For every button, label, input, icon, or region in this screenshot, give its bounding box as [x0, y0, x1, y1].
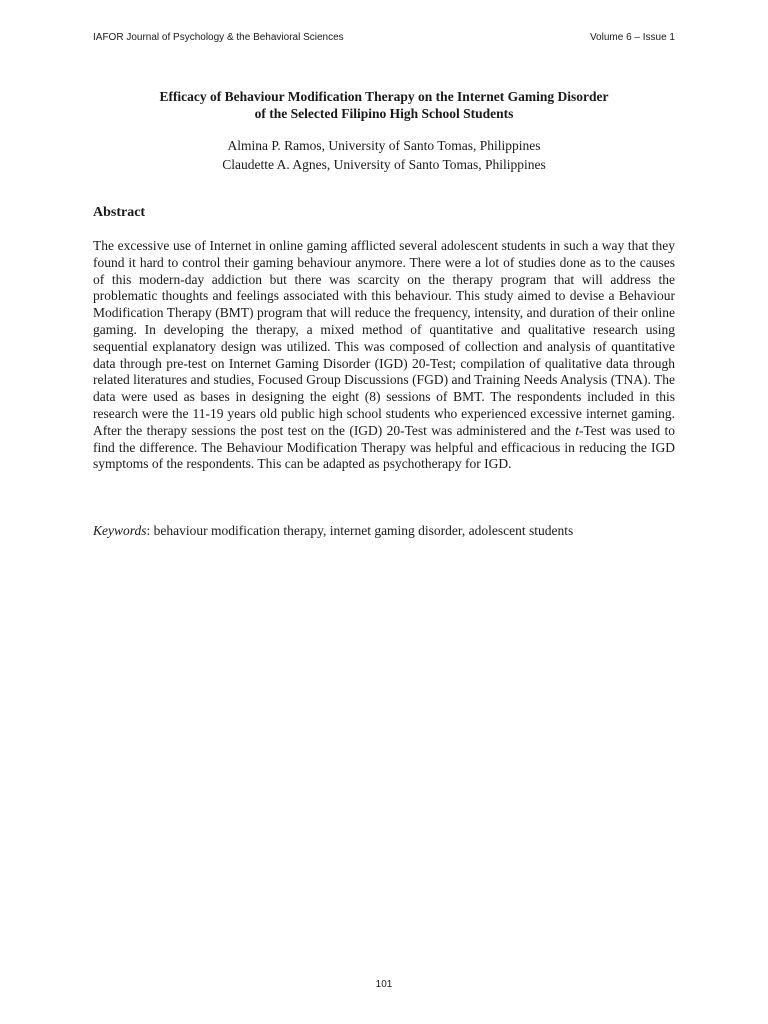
author-list: [93, 136, 675, 174]
author-2: Claudette A. Agnes, University of Santo Tomas, Philippines: [222, 157, 546, 172]
abstract-body: [93, 238, 675, 473]
journal-name: IAFOR Journal of Psychology & the Behavioral Sciences: [93, 32, 344, 43]
abstract-text-part-2: -Test was used to find the difference. The Behaviour Modification Therapy was helpful and efficacious in reducing the IGD symptoms of the respondents. This can be adapted as psychotherapy for IGD.: [93, 422, 675, 472]
keywords-text: behaviour modification therapy, internet gaming disorder, adolescent students: [153, 523, 574, 538]
abstract-text-part-1: The excessive use of Internet in online gaming afflicted several adolescent students in such a way that they found it hard to control their gaming behaviour anymore. There were a lot of studies done as to the causes of this modern-day addiction but there was scarcity on the therapy program that will address the problematic thoughts and feelings associated with this behaviour. This study aimed to devise a Behaviour Modification Therapy (BMT) program that will reduce the frequency, intensity, and duration of their online gaming. In developing the therapy, a mixed method of quantitative and qualitative research using sequential explanatory design was utilized. This was composed of collection and analysis of quantitative data through pre-test on Internet Gaming Disorder (IGD) 20-Test; compilation of qualitative data through related literatures and studies, Focused Group Discussions (FGD) and Training Needs Analysis (TNA). The data were used as bases in designing the eight (8) sessions of BMT. The respondents included in this research were the 11-19 years old public high school students who experienced excessive internet gaming. After the therapy sessions the post test on the (IGD) 20-Test was administered and the: [93, 238, 675, 438]
volume-issue: Volume 6 – Issue 1: [589, 32, 675, 43]
keywords-separator: :: [146, 523, 154, 538]
author-1: Almina P. Ramos, University of Santo Tomas, Philippines: [227, 138, 541, 153]
page-number: 101: [375, 979, 393, 990]
paper-title: [93, 88, 675, 122]
abstract-heading: Abstract: [93, 205, 146, 220]
abstract-italic-t: t: [575, 422, 579, 438]
keywords-line: [93, 522, 675, 539]
running-head: [93, 32, 675, 44]
title-line-1: Efficacy of Behaviour Modification Therapy on the Internet Gaming Disorder: [159, 89, 609, 104]
title-line-2: of the Selected Filipino High School Students: [254, 106, 514, 121]
keywords-label: Keywords: [93, 523, 147, 538]
